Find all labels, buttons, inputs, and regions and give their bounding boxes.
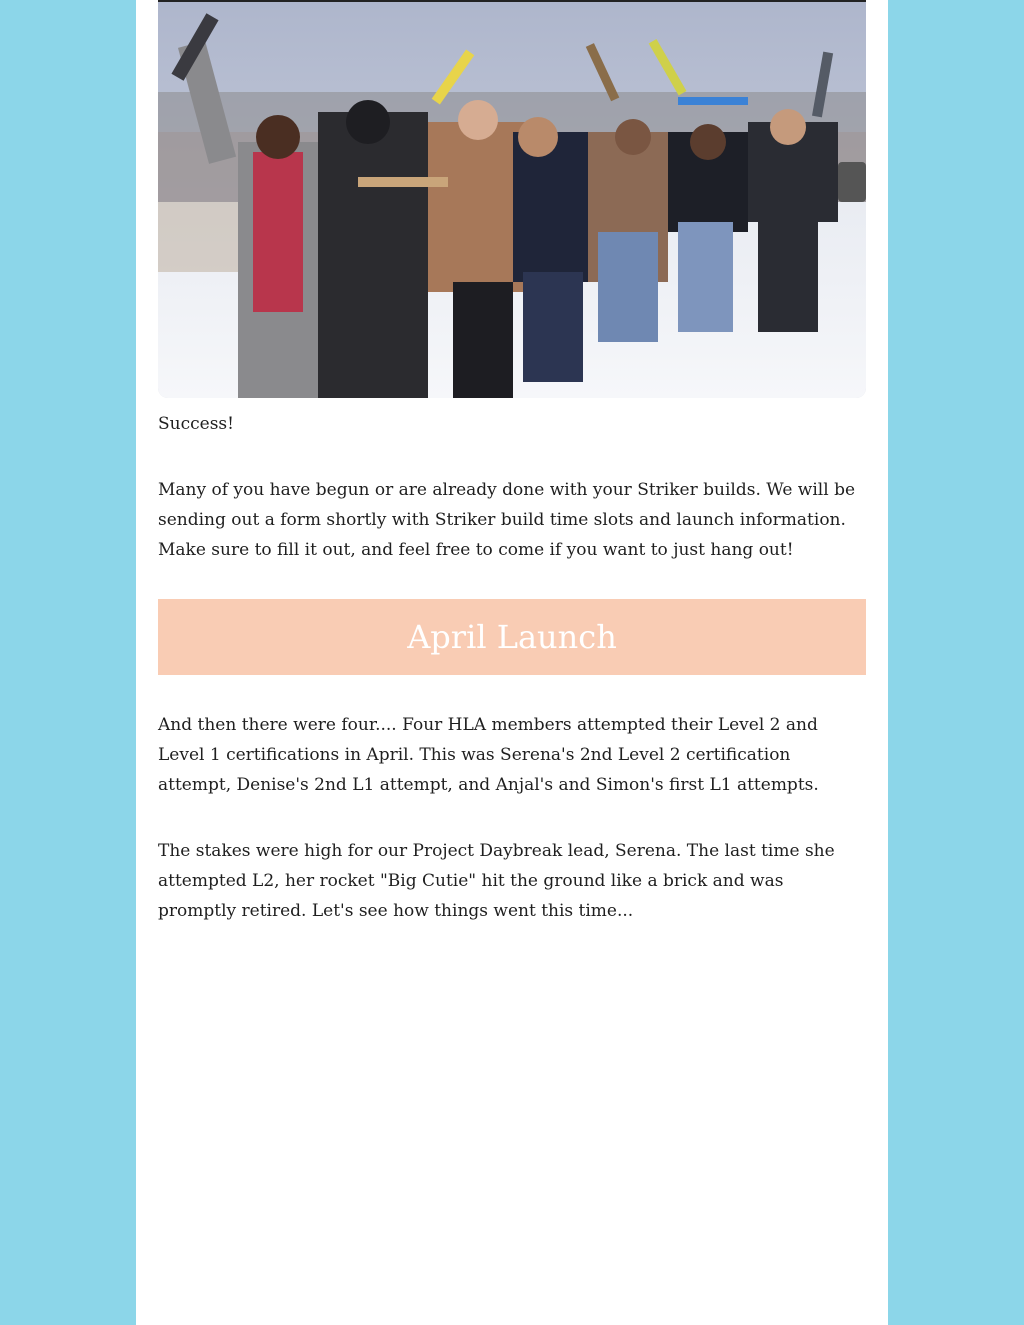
newsletter-page: [136, 0, 888, 1325]
section-banner: [158, 599, 866, 675]
group-photo: [158, 0, 866, 398]
body-paragraph: The stakes were high for our Project Daybreak lead, Serena. The last time she attempted L2, her rocket "Big Cutie" hit the ground like a brick and was promptly retired. Let's see how things went this time...: [158, 841, 835, 921]
photo-caption: Success!: [158, 414, 234, 434]
group-photo-rockets-snow-icon: [158, 2, 866, 398]
section-title: April Launch: [407, 618, 617, 656]
intro-paragraph: Many of you have begun or are already done with your Striker builds. We will be sending out a form shortly with Striker build time slots and launch information. Make sure to fill it out, and feel free to come if you want to just hang out!: [158, 480, 856, 560]
body-paragraph: And then there were four.... Four HLA members attempted their Level 2 and Level 1 certifications in April. This was Serena's 2nd Level 2 certification attempt, Denise's 2nd L1 attempt, and Anjal's and Simon's first L1 attempts.: [158, 715, 819, 795]
